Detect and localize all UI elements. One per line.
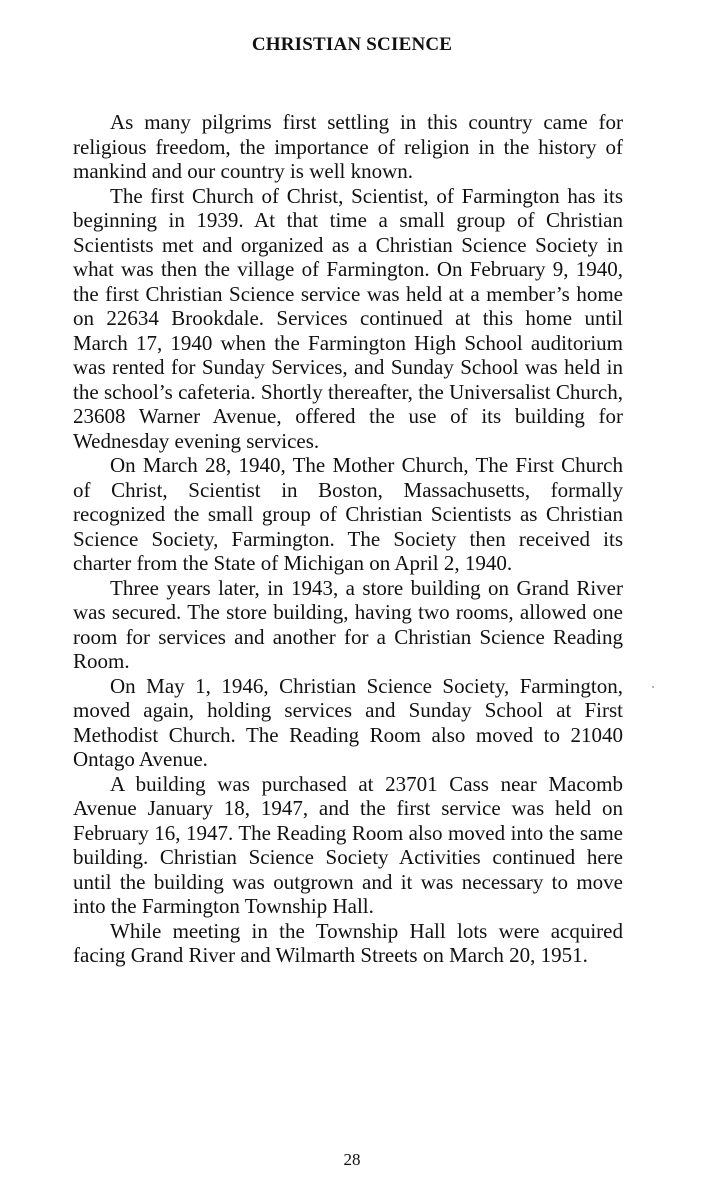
paragraph-7: While meeting in the Township Hall lots were acquired facing Grand River and Wilmarth Streets on March 20, 1951. <box>73 918 623 967</box>
paragraph-4: Three years later, in 1943, a store building on Grand River was secured. The store building, having two rooms, allowed one room for services and another for a Christian Science Reading Room. <box>73 575 623 673</box>
paragraph-1: As many pilgrims first settling in this country came for religious freedom, the importance of religion in the history of mankind and our country is well known. <box>73 110 623 183</box>
page-title: CHRISTIAN SCIENCE <box>251 34 453 55</box>
paragraph-2: The first Church of Christ, Scientist, of Farmington has its beginning in 1939. At that time a small group of Christian Scientists met and organized as a Christian Science Society in what was then the village of Farmington. On February 9, 1940, the first Christian Science service was held at a member’s home on 22634 Brookdale. Services continued at this home until March 17, 1940 when the Farmington High School auditorium was rented for Sunday Services, and Sunday School was held in the school’s cafeteria. Shortly thereafter, the Universalist Church, 23608 Warner Avenue, offered the use of its building for Wednesday evening services. <box>73 183 623 453</box>
paragraph-3: On March 28, 1940, The Mother Church, The First Church of Christ, Scientist in Boston, Massachusetts, formally recognized the small group of Christian Scientists as Christian Science Society, Farmington. The Society then received its charter from the State of Michigan on April 2, 1940. <box>73 453 623 575</box>
paragraph-6: A building was purchased at 23701 Cass near Macomb Avenue January 18, 1947, and the first service was held on February 16, 1947. The Reading Room also moved into the same building. Christian Science Society Activities continued here until the building was outgrown and it was necessary to move into the Farmington Township Hall. <box>73 771 623 918</box>
paragraph-5: On May 1, 1946, Christian Science Society, Farmington, moved again, holding services and Sunday School at First Methodist Church. The Reading Room also moved to 21040 Ontago Avenue. <box>73 673 623 771</box>
scan-speck <box>652 686 654 688</box>
body-text <box>73 110 623 968</box>
page-number: 28 <box>343 1150 361 1169</box>
